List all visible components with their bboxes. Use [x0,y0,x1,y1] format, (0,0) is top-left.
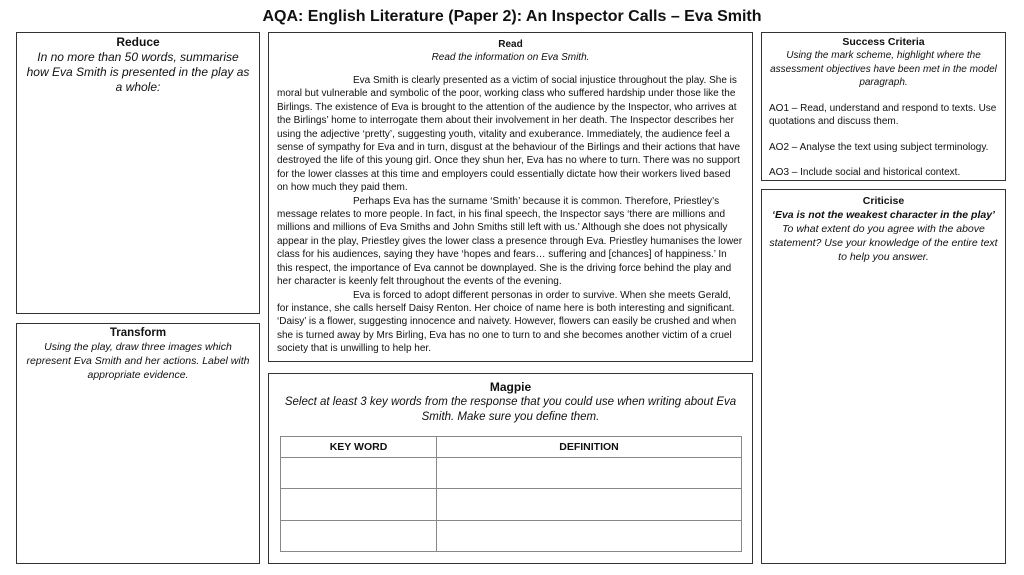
read-paragraph-3: Eva is forced to adopt different personas in order to survive. When she meets Gerald, for instance, she calls herself Daisy Renton. Her choice of name here is both interesting and significant. ‘Daisy’ is a flower, suggesting innocence and naivety. However, flowers can easily be crushed and when she is turned away by Mrs Birling, Eva has no one to turn to and she becomes another victim of a cruel society that is unwilling to help her. [277,289,737,355]
read-panel [268,32,753,362]
success-instruction: Using the mark scheme, highlight where the assessment objectives have been met in the model paragraph. [770,50,997,88]
keyword-cell[interactable] [281,520,437,551]
read-paragraph-2: Perhaps Eva has the surname ‘Smith’ because it is common. Therefore, Priestley’s message relates to more people. In fact, in his final speech, the Inspector says ‘there are millions and millions and millions of Eva Smiths and John Smiths still left with us.’ Although she does not physically appear in the play, Priestley gives the lower class a presence through Eva. Priestley humanises the lower class for his audiences, saying they have ‘hopes and fears… suffering and [chances] of happiness.’ In this respect, the importance of Eva cannot be downplayed. She is the driving force behind the play and her character is keenly felt throughout the events of the evening. [277,195,743,288]
definition-column-header: DEFINITION [437,437,742,458]
table-row [281,489,742,520]
reduce-panel [16,32,260,314]
definition-cell[interactable] [437,458,742,489]
keyword-table-header [281,437,742,458]
read-instruction: Read the information on Eva Smith. [431,52,590,63]
keyword-cell[interactable] [281,458,437,489]
assessment-objective-ao1: AO1 – Read, understand and respond to texts. Use quotations and discuss them. [769,102,997,127]
magpie-panel [268,373,753,564]
assessment-objective-ao2: AO2 – Analyse the text using subject terminology. [769,141,989,153]
read-heading: Read [498,39,523,50]
assessment-objective-ao3: AO3 – Include social and historical context. [769,167,961,178]
reduce-heading: Reduce [116,35,160,49]
definition-cell[interactable] [437,489,742,520]
reduce-instruction: In no more than 50 words, summarise how Eva Smith is presented in the play as a whole: [26,50,250,94]
keyword-column-header: KEY WORD [281,437,437,458]
page-title: AQA: English Literature (Paper 2): An Inspector Calls – Eva Smith [262,8,762,25]
success-heading: Success Criteria [842,36,925,48]
keyword-table [280,436,742,552]
transform-panel [16,323,260,564]
magpie-instruction: Select at least 3 key words from the response that you could use when writing about Eva Smith. Make sure you define them. [284,396,737,423]
transform-instruction: Using the play, draw three images which represent Eva Smith and her actions. Label with appropriate evidence. [26,341,250,381]
magpie-heading: Magpie [489,380,532,394]
keyword-cell[interactable] [281,489,437,520]
criticise-instruction: To what extent do you agree with the above statement? Use your knowledge of the entire text to help you answer. [769,223,998,263]
read-paragraph-1: Eva Smith is clearly presented as a victim of social injustice throughout the play. She is moral but vulnerable and symbolic of the poor, working class who suffered hardship under those like the Birlings. The existence of Eva is brought to the attention of the audience by the Inspector, who arrives at the Birlings’ home to interrogate them about their involvement in her death. The Inspector describes her using the adjective ‘pretty’, suggesting youth, vitality and exuberance. Immediately, the audience feel a sense of sympathy for Eva and in turn, disgust at the behaviour of the Birlings and their actions that have destroyed the life of this young girl. Once they shun her, Eva has no where to turn. There was no support for the lower classes at this time and employers could essentially dictate how their workers lived based on how much they paid them. [277,75,741,194]
definition-cell[interactable] [437,520,742,551]
transform-heading: Transform [109,327,167,339]
criticise-heading: Criticise [862,195,905,207]
criticise-panel [761,189,1006,564]
criticise-quote: ‘Eva is not the weakest character in the play’ [772,209,995,221]
table-row [281,458,742,489]
table-row [281,520,742,551]
success-criteria-panel [761,32,1006,181]
